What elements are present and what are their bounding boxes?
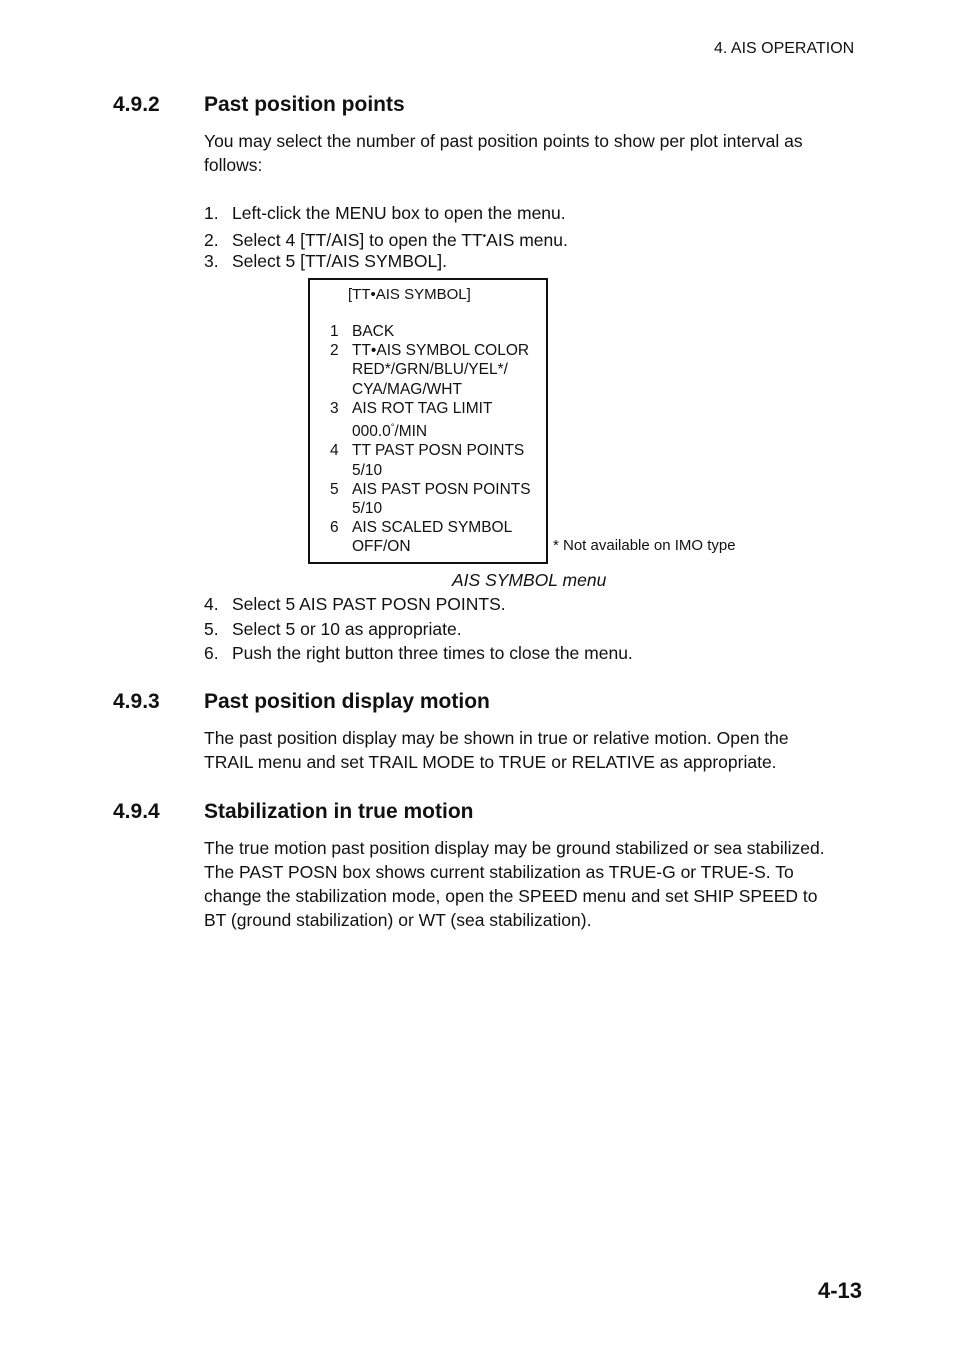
step-item (204, 225, 568, 252)
bullet-superscript: • (482, 231, 487, 242)
step-text: Select 5 [TT/AIS SYMBOL]. (232, 251, 447, 271)
step-item (204, 592, 506, 616)
page-number: 4-13 (818, 1278, 863, 1303)
section-number: 4.9.4 (113, 800, 160, 823)
step-number: 5. (204, 619, 219, 639)
step-item (204, 201, 566, 225)
section-title: Past position points (204, 93, 405, 116)
menu-title: [TT•AIS SYMBOL] (348, 286, 471, 303)
paragraph-line: BT (ground stabilization) or WT (sea stabilization). (204, 910, 592, 930)
paragraph-line: follows: (204, 155, 263, 175)
section-paragraph (204, 836, 874, 932)
menu-item-symbol-color (330, 341, 531, 399)
menu-item-label: BACK (352, 323, 395, 340)
paragraph-line: The past position display may be shown in true or relative motion. Open the (204, 728, 789, 748)
footnote-imo: * Not available on IMO type (553, 537, 736, 554)
section-title: Past position display motion (204, 690, 490, 713)
section-title: Stabilization in true motion (204, 800, 474, 823)
section-number: 4.9.2 (113, 93, 160, 116)
menu-item-scaled-symbol (330, 518, 531, 556)
menu-item-value: RED*/GRN/BLU/YEL*/ (352, 361, 508, 379)
menu-item-label: AIS SCALED SYMBOL (352, 519, 513, 537)
menu-item-value: CYA/MAG/WHT (352, 380, 462, 398)
step-text: Select 5 or 10 as appropriate. (232, 619, 462, 639)
step-number: 1. (204, 203, 219, 223)
menu-item-ais-past-posn (330, 480, 531, 518)
menu-item-value (352, 418, 492, 441)
step-number: 4. (204, 594, 219, 614)
menu-item-label: AIS ROT TAG LIMIT (352, 399, 493, 417)
running-head: 4. AIS OPERATION (714, 40, 855, 57)
menu-item-number: 2 (330, 342, 339, 360)
intro-paragraph (204, 129, 874, 177)
step-item (204, 249, 447, 273)
menu-item-rot-tag-limit (330, 399, 531, 442)
paragraph-line: You may select the number of past position points to show per plot interval as (204, 131, 803, 151)
step-item (204, 641, 633, 665)
menu-item-number: 3 (330, 399, 339, 417)
paragraph-line: The PAST POSN box shows current stabilization as TRUE-G or TRUE-S. To (204, 862, 794, 882)
menu-item-number: 1 (330, 323, 339, 340)
menu-item-number: 5 (330, 480, 339, 498)
step-text: Select 5 AIS PAST POSN POINTS. (232, 594, 506, 614)
menu-item-number: 4 (330, 442, 339, 460)
paragraph-line: The true motion past position display may be ground stabilized or sea stabilized. (204, 838, 825, 858)
step-number: 6. (204, 643, 219, 663)
step-text: Select 4 [TT/AIS] to open the TT (232, 229, 483, 250)
step-text: Left-click the MENU box to open the menu. (232, 203, 566, 223)
ais-symbol-menu-figure (308, 278, 548, 564)
menu-item-number: 6 (330, 519, 339, 537)
menu-item-label: TT•AIS SYMBOL COLOR (352, 342, 530, 360)
section-number: 4.9.3 (113, 690, 160, 713)
menu-item-back (330, 322, 531, 341)
menu-item-tt-past-posn (330, 441, 531, 479)
rot-value: 000.0 (352, 423, 391, 441)
step-text: AIS menu. (486, 229, 568, 250)
step-text: Push the right button three times to close the menu. (232, 643, 633, 663)
paragraph-line: TRAIL menu and set TRAIL MODE to TRUE or RELATIVE as appropriate. (204, 752, 777, 772)
paragraph-line: change the stabilization mode, open the SPEED menu and set SHIP SPEED to (204, 886, 818, 906)
rot-unit: /MIN (394, 423, 428, 441)
menu-item-value: 5/10 (352, 499, 383, 517)
menu-item-value: OFF/ON (352, 538, 411, 556)
step-number: 3. (204, 251, 219, 271)
menu-item-label: TT PAST POSN POINTS (352, 442, 525, 460)
degree-sign: ° (390, 422, 395, 433)
figure-caption: AIS SYMBOL menu (452, 570, 607, 590)
step-item (204, 617, 462, 641)
menu-item-list (330, 322, 531, 557)
section-paragraph (204, 726, 874, 774)
step-number: 2. (204, 229, 219, 250)
menu-item-label: AIS PAST POSN POINTS (352, 480, 531, 498)
menu-item-value: 5/10 (352, 461, 383, 479)
